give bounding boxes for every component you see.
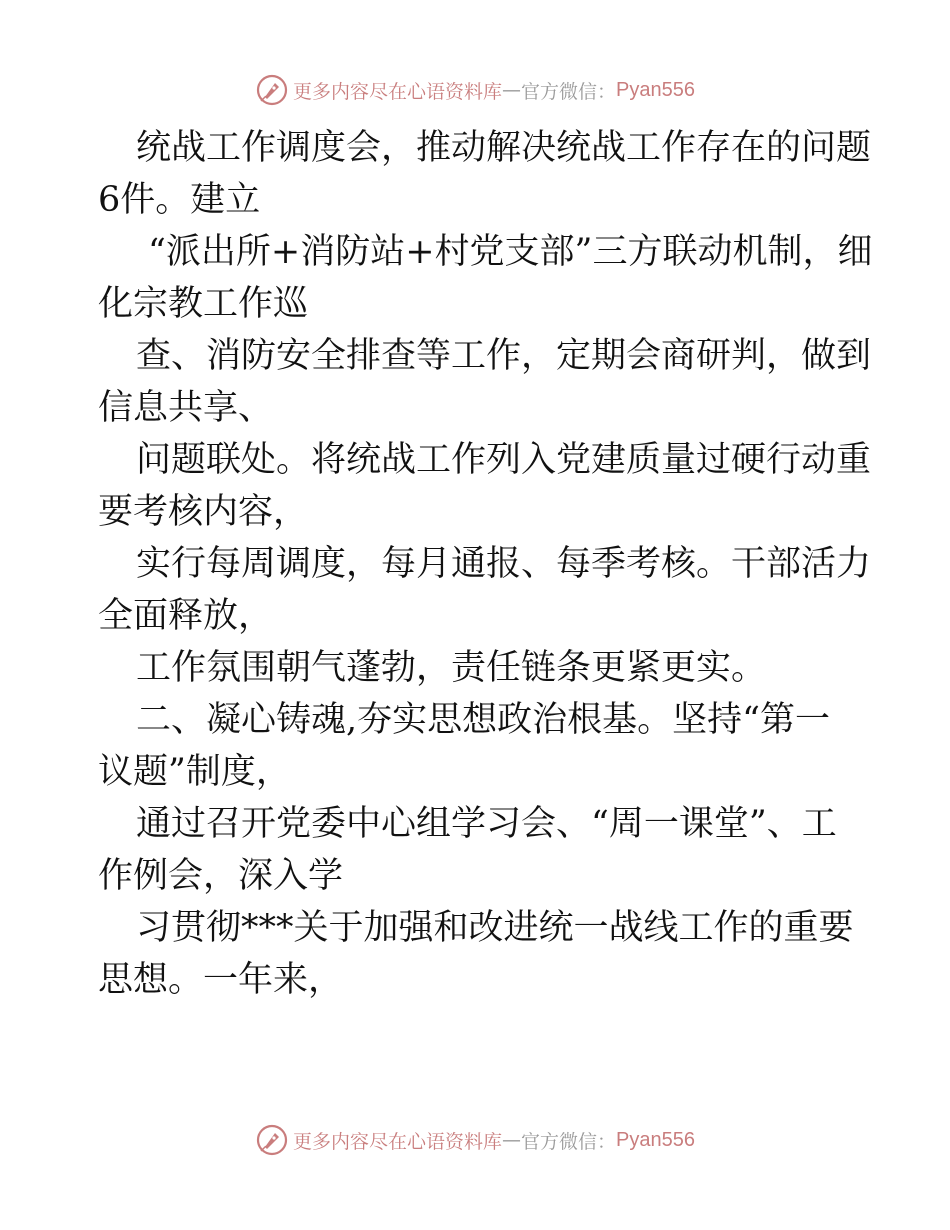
watermark-dash: — xyxy=(502,79,522,101)
watermark-wechat-label: 官方微信： xyxy=(521,80,617,103)
text-line: 思想。一年来， xyxy=(98,960,344,1000)
text-line: 要考核内容， xyxy=(98,492,309,532)
watermark-text: 更多内容尽在心语资料库 xyxy=(293,1130,503,1153)
watermark-wechat-id: Pyan556 xyxy=(616,78,695,101)
pen-nib-logo-icon xyxy=(255,73,289,107)
text-line: 查、消防安全排查等工作，定期会商研判，做到 xyxy=(136,336,872,376)
text-line: 6件。建立 xyxy=(98,180,261,220)
text-line: 统战工作调度会，推动解决统战工作存在的问题 xyxy=(136,128,872,168)
text-line: “派出所+消防站+村党支部”三方联动机制，细 xyxy=(148,232,873,272)
text-line: 全面释放， xyxy=(98,596,274,636)
text-line: 工作氛围朝气蓬勃，责任链条更紧更实。 xyxy=(136,648,767,688)
watermark-wechat-id: Pyan556 xyxy=(616,1128,695,1151)
watermark-dash: — xyxy=(502,1129,522,1151)
text-line: 实行每周调度，每月通报、每季考核。干部活力 xyxy=(136,544,872,584)
text-line: 问题联处。将统战工作列入党建质量过硬行动重 xyxy=(136,440,872,480)
text-line: 二、凝心铸魂,夯实思想政治根基。坚持“第一 xyxy=(136,700,831,740)
text-line: 议题”制度， xyxy=(98,752,291,792)
text-line: 习贯彻***关于加强和改进统一战线工作的重要 xyxy=(136,908,854,948)
watermark-text: 更多内容尽在心语资料库 xyxy=(293,80,503,103)
text-line: 化宗教工作巡 xyxy=(98,284,309,324)
pen-nib-logo-icon xyxy=(255,1123,289,1157)
text-line: 作例会，深入学 xyxy=(98,856,344,896)
text-line: 通过召开党委中心组学习会、“周一课堂”、工 xyxy=(136,804,837,844)
document-body xyxy=(98,122,873,1006)
text-line: 信息共享、 xyxy=(98,388,274,428)
footer-watermark xyxy=(0,1122,950,1158)
header-watermark xyxy=(0,72,950,108)
watermark-wechat-label: 官方微信： xyxy=(521,1130,617,1153)
